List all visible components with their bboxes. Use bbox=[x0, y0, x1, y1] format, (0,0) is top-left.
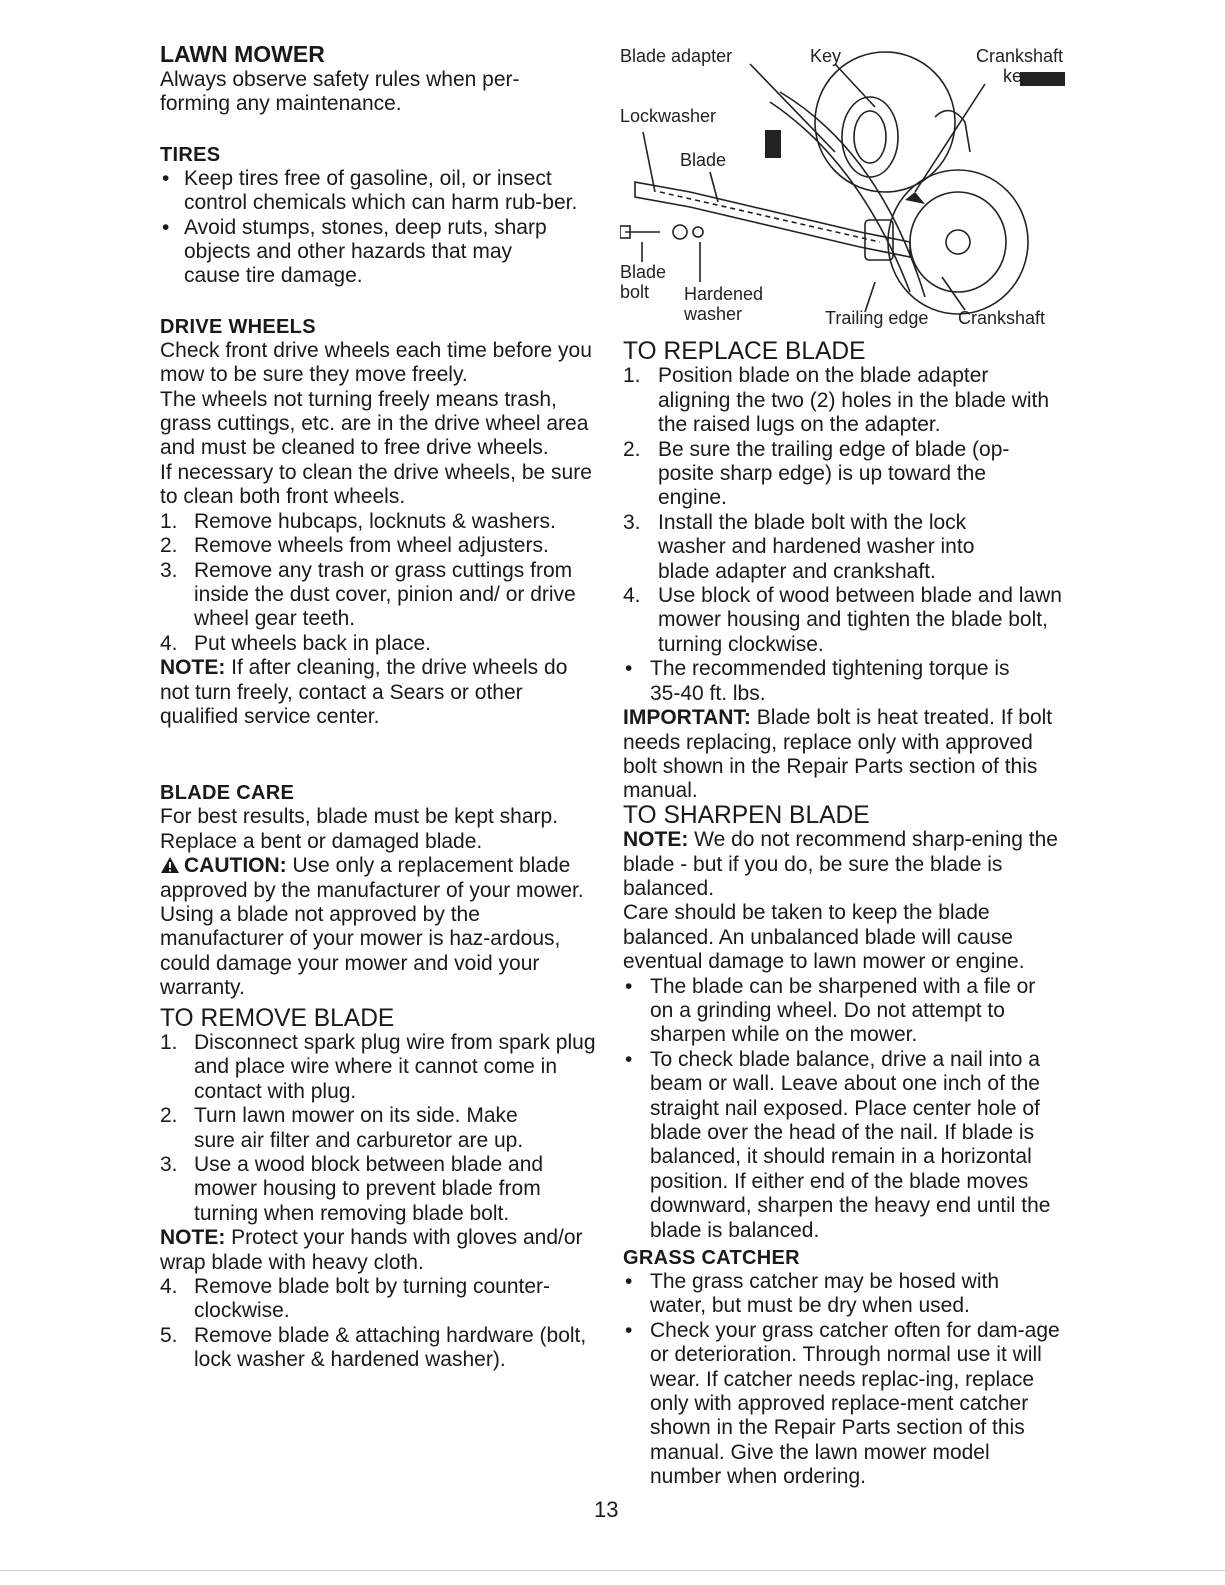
list-item: • The recommended tightening torque is 35-40 ft. lbs. bbox=[625, 657, 1010, 705]
figure-label-lockwasher: Lockwasher bbox=[620, 106, 717, 126]
list-item: 3. Remove any trash or grass cuttings from inside the dust cover, pinion and/ or drive wheel gear teeth. bbox=[160, 558, 576, 631]
sharpen-blade-note: NOTE: We do not recommend sharp-ening the blade - but if you do, be sure the blade is balanced. bbox=[623, 828, 1058, 900]
list-item: • Avoid stumps, stones, deep ruts, sharp objects and other hazards that may cause tire damage. bbox=[162, 215, 547, 288]
grass-catcher-bullets bbox=[623, 1270, 1063, 1490]
replace-blade-bullets bbox=[623, 657, 1063, 706]
figure-label-hardened-washer: Hardened washer bbox=[684, 284, 764, 324]
blade-assembly-figure bbox=[620, 42, 1065, 334]
list-item: 3. Install the blade bolt with the lock washer and hardened washer into blade adapter and crankshaft. bbox=[623, 510, 975, 583]
blade-care-caution: CAUTION: Use only a replacement blade approved by the manufacturer of your mower. Using a blade not approved by the manufacturer of your mower is haz-ardous, could damage your mower and void your warranty. bbox=[160, 854, 584, 1000]
section-title-blade-care: BLADE CARE bbox=[160, 782, 295, 805]
list-item: 1. Position blade on the blade adapter aligning the two (2) holes in the blade with the raised lugs on the adapter. bbox=[623, 364, 1050, 437]
remove-blade-note: NOTE: Protect your hands with gloves and/or wrap blade with heavy cloth. bbox=[160, 1226, 583, 1274]
figure-label-crankshaft: Crankshaft bbox=[958, 308, 1046, 328]
drive-wheels-steps bbox=[160, 510, 600, 656]
list-item: 4. Put wheels back in place. bbox=[160, 631, 431, 655]
section-title-tires: TIRES bbox=[160, 143, 221, 166]
replace-blade-important: IMPORTANT: Blade bolt is heat treated. If bolt needs replacing, replace only with approved bolt shown in the Repair Parts section of this manual. bbox=[623, 706, 1053, 803]
list-item: 3. Use a wood block between blade and mower housing to prevent blade from turning when removing blade bolt. bbox=[160, 1153, 544, 1225]
section-title-grass-catcher: GRASS CATCHER bbox=[623, 1247, 800, 1270]
warning-icon bbox=[160, 856, 180, 874]
list-item: 1. Disconnect spark plug wire from spark plug and place wire where it cannot come in contact with plug. bbox=[160, 1031, 596, 1103]
list-item: 4. Remove blade bolt by turning counter-clockwise. bbox=[160, 1275, 551, 1323]
list-item: 4. Use block of wood between blade and lawn mower housing and tighten the blade bolt, turning clockwise. bbox=[623, 584, 1062, 656]
page-number: 13 bbox=[594, 1497, 619, 1522]
page-bottom-rule bbox=[0, 1570, 1225, 1571]
figure-label-crankshaft-keyway: Crankshaft keyway bbox=[975, 46, 1063, 86]
figure-label-blade-adapter: Blade adapter bbox=[620, 46, 733, 66]
right-column bbox=[623, 340, 1063, 1490]
figure-label-blade-bolt: Blade bolt bbox=[620, 262, 667, 302]
list-item: • Keep tires free of gasoline, oil, or insect control chemicals which can harm rub-ber. bbox=[162, 166, 578, 215]
sharpen-blade-bullets bbox=[623, 975, 1063, 1243]
list-item: 2. Remove wheels from wheel adjusters. bbox=[160, 534, 549, 558]
replace-blade-steps bbox=[623, 364, 1063, 657]
drive-wheels-para-1: Check front drive wheels each time before you mow to be sure they move freely. bbox=[160, 338, 592, 387]
blade-care-para: For best results, blade must be kept sharp. Replace a bent or damaged blade. bbox=[160, 805, 559, 853]
drive-wheels-para-2: The wheels not turning freely means trash, grass cuttings, etc. are in the drive wheel area and must be cleaned to free drive wheels. bbox=[160, 387, 589, 460]
list-item: 2. Be sure the trailing edge of blade (op-posite sharp edge) is up toward the engine. bbox=[623, 437, 1010, 510]
drive-wheels-note: NOTE: If after cleaning, the drive wheels do not turn freely, contact a Sears or other qualified service center. bbox=[160, 656, 568, 728]
remove-blade-steps bbox=[160, 1031, 600, 1226]
figure-label-key: Key bbox=[810, 46, 842, 66]
subsection-title-remove-blade: TO REMOVE BLADE bbox=[160, 1004, 395, 1032]
list-item: • The grass catcher may be hosed with water, but must be dry when used. bbox=[625, 1270, 1000, 1318]
tires-list bbox=[160, 167, 600, 289]
list-item: • The blade can be sharpened with a file or on a grinding wheel. Do not attempt to sharpen while on the mower. bbox=[625, 974, 1036, 1047]
section-title-lawn-mower: LAWN MOWER bbox=[160, 41, 325, 67]
subsection-title-sharpen-blade: TO SHARPEN BLADE bbox=[623, 801, 870, 829]
list-item: • Check your grass catcher often for dam-age or deterioration. Through normal use it will wear. If catcher needs replac-ing, replace only with approved replace-ment catcher shown in the Repair Parts section of this manual. Give the lawn mower model number when ordering. bbox=[625, 1318, 1060, 1489]
list-item: • To check blade balance, drive a nail into a beam or wall. Leave about one inch of the straight nail exposed. Place center hole of blade over the head of the nail. If blade is balanced, it should remain in a horizontal position. If either end of the blade moves downward, sharpen the heavy end until the blade is balanced. bbox=[625, 1047, 1051, 1242]
figure-label-trailing-edge: Trailing edge bbox=[825, 308, 929, 328]
sharpen-blade-para: Care should be taken to keep the blade balanced. An unbalanced blade will cause eventual damage to lawn mower or engine. bbox=[623, 901, 1025, 974]
left-column bbox=[160, 40, 600, 1373]
figure-label-blade: Blade bbox=[680, 150, 727, 170]
lawn-mower-intro: Always observe safety rules when per-forming any maintenance. bbox=[160, 68, 520, 116]
section-title-drive-wheels: DRIVE WHEELS bbox=[160, 315, 316, 338]
subsection-title-replace-blade: TO REPLACE BLADE bbox=[623, 338, 866, 365]
list-item: 1. Remove hubcaps, locknuts & washers. bbox=[160, 509, 556, 533]
list-item: 5. Remove blade & attaching hardware (bolt, lock washer & hardened washer). bbox=[160, 1323, 587, 1372]
list-item: 2. Turn lawn mower on its side. Make sure air filter and carburetor are up. bbox=[160, 1104, 524, 1152]
remove-blade-steps-continued bbox=[160, 1275, 600, 1373]
drive-wheels-para-3: If necessary to clean the drive wheels, be sure to clean both front wheels. bbox=[160, 460, 592, 509]
